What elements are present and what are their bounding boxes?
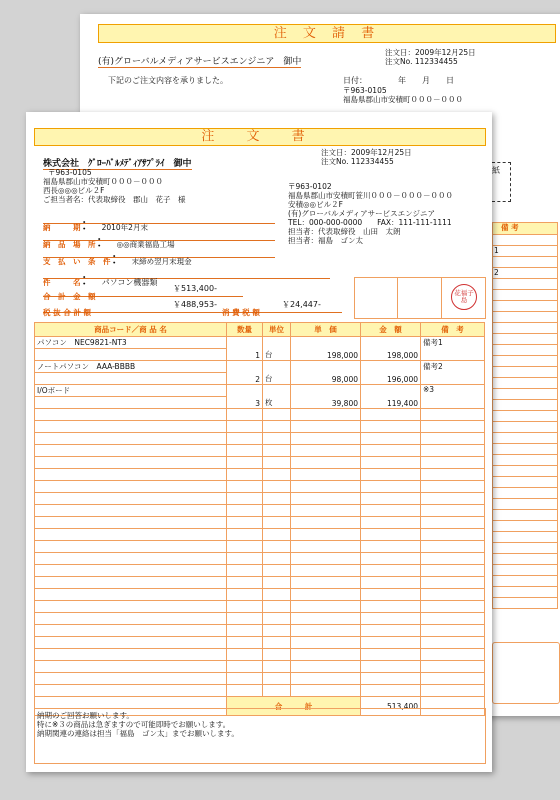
stamp-area (354, 277, 486, 319)
back-grid-line (492, 444, 558, 455)
remark-line: 特に※３の商品は急ぎますので可能即時でお願いします。 (37, 720, 231, 729)
item-name: I/Oボード (35, 385, 227, 397)
sender-address: 福島県郡山市安積町笹川０００－０００－０００ (288, 191, 453, 200)
back-grid-line (492, 334, 558, 345)
empty-row (35, 517, 485, 529)
field-delivery-date: 納 期： 2010年2月末 (43, 212, 275, 224)
empty-row (35, 505, 485, 517)
back-grid-line (492, 455, 558, 466)
back-grid-line (492, 422, 558, 433)
sender-name: (有)グローバルメディアサービスエンジニア (288, 209, 435, 218)
back-date-label: 日付： (343, 76, 367, 85)
item-amount: 196,000 (361, 361, 421, 385)
item-price: 198,000 (291, 337, 361, 361)
empty-row (35, 409, 485, 421)
back-title: 注 文 請 書 (98, 24, 556, 43)
back-grid-line (492, 554, 558, 565)
back-grid-line (492, 433, 558, 444)
back-grid-line (492, 543, 558, 554)
col-unit-price: 単 価 (291, 323, 361, 337)
empty-row (35, 457, 485, 469)
items-table (34, 322, 485, 716)
table-row (35, 337, 485, 349)
back-grid-line (492, 367, 558, 378)
sender-staff: 担当者：福島 ゴン太 (288, 236, 363, 245)
empty-row (35, 661, 485, 673)
remark-line: 納期のご回答お願いします。 (37, 711, 134, 720)
order-date: 注文日：2009年12月25日 (321, 148, 412, 157)
sender-representative: 担当者：代表取締役 山田 太朗 (288, 227, 401, 236)
empty-row (35, 613, 485, 625)
empty-row (35, 685, 485, 697)
back-date-blank: 年 月 日 (398, 76, 454, 85)
empty-row (35, 481, 485, 493)
back-grid-line (492, 400, 558, 411)
back-note-header: 備 考 (492, 222, 558, 235)
back-order-no: 注文No. 112334455 (385, 57, 458, 66)
empty-row (35, 577, 485, 589)
back-note-1: 1 (494, 246, 499, 255)
empty-row (35, 433, 485, 445)
field-pretax-amount: 税 抜 合 計 額 ￥488,953- (43, 300, 233, 313)
remarks-box (34, 708, 486, 764)
back-grid-line (492, 576, 558, 587)
empty-row (35, 553, 485, 565)
sender-zip: 〒963-0102 (288, 182, 332, 191)
empty-row (35, 589, 485, 601)
empty-row (35, 421, 485, 433)
table-header-row (35, 323, 485, 337)
item-price: 98,000 (291, 361, 361, 385)
col-quantity: 数量 (227, 323, 263, 337)
back-grid-line (492, 301, 558, 312)
back-grid-line (492, 411, 558, 422)
empty-row (35, 469, 485, 481)
back-grid-line (492, 290, 558, 301)
back-grid-line (492, 477, 558, 488)
empty-row (35, 649, 485, 661)
customer-zip: 〒963-0105 (48, 168, 92, 177)
empty-row (35, 493, 485, 505)
back-grid-line (492, 246, 558, 257)
back-grid-line (492, 323, 558, 334)
back-grid-line (492, 488, 558, 499)
back-grid-line (492, 565, 558, 576)
item-amount: 198,000 (361, 337, 421, 361)
customer-contact: ご担当者名：代表取締役 郡山 花子 様 (43, 195, 186, 204)
back-remarks-box (492, 642, 560, 704)
item-name: パソコン NEC9821-NT3 (35, 337, 227, 349)
back-grid-line (492, 598, 558, 609)
back-grid-line (492, 356, 558, 367)
customer-address: 福島県郡山市安積町０００－０００ (43, 177, 163, 186)
col-note: 備 考 (421, 323, 485, 337)
back-grid-line (492, 235, 558, 246)
item-qty: 1 (227, 337, 263, 361)
item-price: 39,800 (291, 385, 361, 409)
back-grid-line (492, 389, 558, 400)
field-payment-terms: 支 払 い 条 件： 末締め翌月末現金 (43, 246, 275, 258)
empty-row (35, 637, 485, 649)
back-grid-line (492, 532, 558, 543)
item-qty: 3 (227, 385, 263, 409)
back-address: 福島県郡山市安積町０００－０００ (343, 95, 463, 104)
back-grid-line (492, 268, 558, 279)
remark-line: 納期関連の連絡は担当「福島 ゴン太」までお願いします。 (37, 729, 239, 738)
back-grid-line (492, 279, 558, 290)
back-intro: 下記のご注文内容を承りました。 (108, 76, 228, 85)
item-note: 備考2 (421, 361, 485, 385)
back-grid-line (492, 466, 558, 477)
empty-row (35, 445, 485, 457)
empty-row (35, 673, 485, 685)
item-unit: 枚 (263, 385, 291, 409)
field-delivery-place: 納 品 場 所： ◎◎商業福島工場 (43, 229, 275, 241)
back-grid-line (492, 345, 558, 356)
total-label: 合 計 (227, 697, 361, 716)
total-value: 513,400 (361, 697, 421, 716)
item-unit: 台 (263, 337, 291, 361)
back-note-column (492, 222, 558, 622)
back-customer: (有)グローバルメディアサービスエンジニア 御中 (98, 54, 301, 68)
item-amount: 119,400 (361, 385, 421, 409)
purchase-order-page (26, 112, 492, 772)
back-zip: 〒963-0105 (343, 86, 387, 95)
back-grid-line (492, 257, 558, 268)
back-note-2: 2 (494, 268, 499, 277)
col-product: 商品コード／商 品 名 (35, 323, 227, 337)
empty-row (35, 625, 485, 637)
table-row (35, 361, 485, 373)
table-row (35, 385, 485, 397)
item-unit: 台 (263, 361, 291, 385)
back-grid-line (492, 312, 558, 323)
seal-stamp: 花福子島 (451, 284, 477, 310)
item-qty: 2 (227, 361, 263, 385)
field-subject: 件 名： パソコン機器類 (43, 267, 330, 279)
empty-row (35, 565, 485, 577)
order-number: 注文No. 112334455 (321, 157, 394, 166)
item-name: ノートパソコン AAA-BBBB (35, 361, 227, 373)
sender-tel-fax: TEL：000-000-0000 FAX：111-111-1111 (288, 218, 452, 227)
page-title: 注 文 書 (34, 128, 486, 146)
back-grid-line (492, 521, 558, 532)
back-grid-line (492, 587, 558, 598)
customer-building: 西長◎◎◎ビル２F (43, 186, 105, 195)
back-grid-line (492, 510, 558, 521)
item-note: 備考1 (421, 337, 485, 361)
col-unit: 単位 (263, 323, 291, 337)
field-total-amount: 合 計 金 額 ￥513,400- (43, 284, 243, 297)
back-order-date: 注文日：2009年12月25日 (385, 48, 476, 57)
empty-row (35, 601, 485, 613)
back-grid-line (492, 499, 558, 510)
order-acknowledgement-page: 注 文 請 書 (有)グローバルメディアサービスエンジニア 御中 注文日：2009年12月25日 注文No. 112334455 下記のご注文内容を承りました。 日付： 年 月 日 〒963-0105 福島県郡山市安積町０００－０００ 紙 備 考 1 2 (80, 14, 560, 716)
back-grid-line (492, 378, 558, 389)
empty-row (35, 529, 485, 541)
field-tax-amount: 消 費 税 額 ￥24,447- (222, 300, 342, 313)
customer-name: 株式会社 ｸﾞﾛｰﾊﾞﾙﾒﾃﾞｨｱｻﾌﾟﾗｲ 御中 (43, 156, 192, 170)
item-note: ※3 (421, 385, 485, 409)
sender-building: 安積◎◎ビル２F (288, 200, 343, 209)
empty-row (35, 541, 485, 553)
col-amount: 金 額 (361, 323, 421, 337)
